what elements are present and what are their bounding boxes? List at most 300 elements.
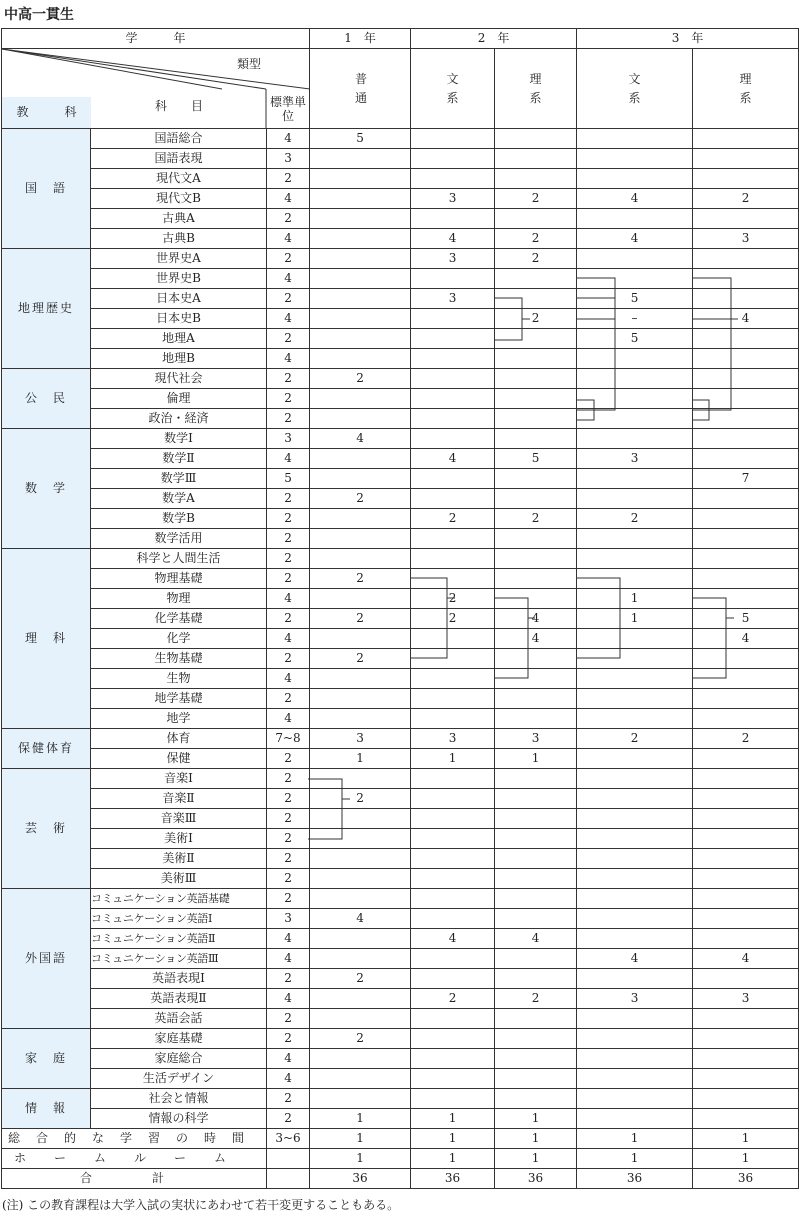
- value-cell: [577, 1029, 693, 1049]
- value-cell: [693, 549, 799, 569]
- value-cell: 4: [577, 229, 693, 249]
- value-cell: [495, 209, 577, 229]
- table-row: [2, 429, 799, 449]
- table-row: [2, 269, 799, 289]
- value-cell: [411, 549, 495, 569]
- value-cell: [577, 1069, 693, 1089]
- credits-cell: 4: [267, 449, 310, 469]
- value-cell: [411, 949, 495, 969]
- value-cell: [310, 1049, 411, 1069]
- subject-cell: 英語会話: [91, 1009, 267, 1029]
- year1-header: 1 年: [310, 29, 411, 49]
- credits-cell: 2: [267, 889, 310, 909]
- table-row: [2, 189, 799, 209]
- value-cell: [411, 909, 495, 929]
- value-cell: [411, 1089, 495, 1109]
- credits-cell: 2: [267, 389, 310, 409]
- value-cell: 1: [310, 749, 411, 769]
- credits-cell: [267, 1169, 310, 1189]
- value-cell: [495, 289, 577, 309]
- value-cell: [693, 709, 799, 729]
- value-cell: [577, 489, 693, 509]
- value-cell: 2: [495, 309, 577, 329]
- subject-cell: 科学と人間生活: [91, 549, 267, 569]
- subject-cell: 国語表現: [91, 149, 267, 169]
- table-row: [2, 629, 799, 649]
- value-cell: [310, 229, 411, 249]
- subject-cell: 美術Ⅰ: [91, 829, 267, 849]
- subject-cell: 世界史A: [91, 249, 267, 269]
- category-cell: 地理歴史: [2, 249, 91, 369]
- credits-cell: 4: [267, 189, 310, 209]
- category-cell: 数 学: [2, 429, 91, 549]
- value-cell: [411, 629, 495, 649]
- value-cell: 5: [693, 609, 799, 629]
- value-cell: [577, 249, 693, 269]
- value-cell: 2: [495, 189, 577, 209]
- value-cell: [693, 769, 799, 789]
- value-cell: 1: [495, 749, 577, 769]
- table-row: [2, 929, 799, 949]
- table-row: [2, 129, 799, 149]
- credits-cell: 2: [267, 169, 310, 189]
- value-cell: 3: [495, 729, 577, 749]
- credits-cell: 2: [267, 869, 310, 889]
- value-cell: 2: [310, 1029, 411, 1049]
- credits-cell: 3~6: [267, 1129, 310, 1149]
- value-cell: 1: [411, 1149, 495, 1169]
- value-cell: [310, 529, 411, 549]
- credits-cell: 2: [267, 1109, 310, 1129]
- value-cell: [577, 769, 693, 789]
- subject-cell: 家庭総合: [91, 1049, 267, 1069]
- value-cell: [693, 389, 799, 409]
- value-cell: [411, 889, 495, 909]
- credits-cell: 4: [267, 629, 310, 649]
- table-row: [2, 609, 799, 629]
- subject-cell: コミュニケーション英語基礎: [91, 889, 267, 909]
- value-cell: [693, 649, 799, 669]
- value-cell: [310, 689, 411, 709]
- value-cell: [693, 689, 799, 709]
- subject-cell: 生活デザイン: [91, 1069, 267, 1089]
- value-cell: 3: [693, 989, 799, 1009]
- subject-cell: 音楽Ⅲ: [91, 809, 267, 829]
- value-cell: 5: [310, 129, 411, 149]
- table-row: [2, 249, 799, 269]
- value-cell: [577, 389, 693, 409]
- table-row: [2, 529, 799, 549]
- table-row: [2, 669, 799, 689]
- value-cell: 3: [411, 189, 495, 209]
- value-cell: [310, 269, 411, 289]
- category-cell: 保健体育: [2, 729, 91, 769]
- value-cell: [495, 349, 577, 369]
- value-cell: [411, 1009, 495, 1029]
- subject-cell: 音楽Ⅰ: [91, 769, 267, 789]
- col-y2-bun: 文系: [411, 49, 495, 129]
- value-cell: 5: [495, 449, 577, 469]
- value-cell: 1: [495, 1149, 577, 1169]
- credits-cell: 4: [267, 309, 310, 329]
- value-cell: [411, 849, 495, 869]
- value-cell: [577, 789, 693, 809]
- value-cell: 2: [310, 789, 411, 809]
- subject-cell: コミュニケーション英語Ⅲ: [91, 949, 267, 969]
- value-cell: [495, 1049, 577, 1069]
- subject-cell: 地理A: [91, 329, 267, 349]
- subject-cell: 生物基礎: [91, 649, 267, 669]
- value-cell: –: [577, 309, 693, 329]
- value-cell: [310, 469, 411, 489]
- value-cell: [577, 369, 693, 389]
- value-cell: [310, 1069, 411, 1089]
- value-cell: 4: [310, 429, 411, 449]
- value-cell: [411, 349, 495, 369]
- curriculum-table: [1, 28, 799, 1189]
- value-cell: 4: [577, 189, 693, 209]
- types-label: 類型: [237, 57, 262, 71]
- subject-cell: 物理基礎: [91, 569, 267, 589]
- subject-cell: 化学基礎: [91, 609, 267, 629]
- value-cell: 1: [495, 1129, 577, 1149]
- value-cell: 2: [577, 729, 693, 749]
- page-title: 中高一貫生: [4, 7, 74, 23]
- subject-cell: 英語表現Ⅱ: [91, 989, 267, 1009]
- credits-cell: 4: [267, 929, 310, 949]
- subject-cell: 化学: [91, 629, 267, 649]
- table-row: [2, 829, 799, 849]
- value-cell: [577, 1089, 693, 1109]
- value-cell: [495, 489, 577, 509]
- table-row: [2, 409, 799, 429]
- table-row: [2, 149, 799, 169]
- value-cell: [693, 969, 799, 989]
- value-cell: 3: [411, 289, 495, 309]
- value-cell: [411, 489, 495, 509]
- credits-cell: 2: [267, 1029, 310, 1049]
- value-cell: [495, 829, 577, 849]
- value-cell: [495, 949, 577, 969]
- subject-cell: コミュニケーション英語Ⅰ: [91, 909, 267, 929]
- value-cell: 2: [310, 649, 411, 669]
- value-cell: [693, 429, 799, 449]
- value-cell: 4: [693, 629, 799, 649]
- table-row: [2, 949, 799, 969]
- col-y3-bun: 文系: [577, 49, 693, 129]
- value-cell: [495, 589, 577, 609]
- subject-cell: 音楽Ⅱ: [91, 789, 267, 809]
- value-cell: [495, 1069, 577, 1089]
- value-cell: [411, 309, 495, 329]
- value-cell: 36: [495, 1169, 577, 1189]
- subject-cell: 地学: [91, 709, 267, 729]
- value-cell: [411, 569, 495, 589]
- table-row: [2, 689, 799, 709]
- value-cell: 2: [411, 589, 495, 609]
- value-cell: [411, 529, 495, 549]
- value-cell: [310, 309, 411, 329]
- value-cell: [693, 1009, 799, 1029]
- value-cell: [310, 1089, 411, 1109]
- value-cell: [411, 169, 495, 189]
- value-cell: 3: [310, 729, 411, 749]
- credits-cell: 4: [267, 269, 310, 289]
- value-cell: 1: [310, 1149, 411, 1169]
- value-cell: [693, 569, 799, 589]
- value-cell: [411, 769, 495, 789]
- col-y3-ri: 理系: [693, 49, 799, 129]
- value-cell: [693, 169, 799, 189]
- value-cell: 2: [310, 569, 411, 589]
- value-cell: [693, 1089, 799, 1109]
- value-cell: [411, 329, 495, 349]
- subject-cell: 英語表現Ⅰ: [91, 969, 267, 989]
- value-cell: [310, 149, 411, 169]
- value-cell: 2: [693, 189, 799, 209]
- table-row: [2, 649, 799, 669]
- subject-cell: 家庭基礎: [91, 1029, 267, 1049]
- value-cell: [693, 1049, 799, 1069]
- value-cell: [495, 769, 577, 789]
- value-cell: [411, 809, 495, 829]
- table-row: [2, 209, 799, 229]
- table-row: [2, 909, 799, 929]
- credits-cell: 4: [267, 669, 310, 689]
- table-row: [2, 749, 799, 769]
- table-row: [2, 869, 799, 889]
- value-cell: [577, 129, 693, 149]
- value-cell: 1: [693, 1129, 799, 1149]
- value-cell: [495, 569, 577, 589]
- value-cell: 36: [411, 1169, 495, 1189]
- credits-cell: 2: [267, 329, 310, 349]
- value-cell: [310, 629, 411, 649]
- subject-cell: 保健: [91, 749, 267, 769]
- col-y2-ri: 理系: [495, 49, 577, 129]
- value-cell: 4: [693, 309, 799, 329]
- subject-cell: コミュニケーション英語Ⅱ: [91, 929, 267, 949]
- value-cell: [310, 589, 411, 609]
- grade-header: 学 年: [2, 29, 310, 49]
- credits-cell: 2: [267, 789, 310, 809]
- value-cell: [577, 409, 693, 429]
- value-cell: [495, 869, 577, 889]
- value-cell: 3: [693, 229, 799, 249]
- value-cell: [495, 269, 577, 289]
- footnote: (注) この教育課程は大学入試の実状にあわせて若干変更することもある。: [2, 1198, 400, 1212]
- value-cell: [310, 809, 411, 829]
- value-cell: [693, 289, 799, 309]
- value-cell: 4: [310, 909, 411, 929]
- value-cell: [411, 669, 495, 689]
- category-label: 教 科: [2, 97, 91, 128]
- value-cell: 5: [577, 289, 693, 309]
- value-cell: 2: [577, 509, 693, 529]
- credits-cell: 2: [267, 529, 310, 549]
- value-cell: [577, 269, 693, 289]
- value-cell: [577, 909, 693, 929]
- subject-cell: 数学Ⅱ: [91, 449, 267, 469]
- credits-cell: [267, 1149, 310, 1169]
- value-cell: [495, 969, 577, 989]
- credits-cell: 7~8: [267, 729, 310, 749]
- value-cell: [693, 749, 799, 769]
- value-cell: [693, 449, 799, 469]
- value-cell: [693, 209, 799, 229]
- value-cell: 1: [411, 1129, 495, 1149]
- subject-cell: 数学Ⅰ: [91, 429, 267, 449]
- table-row: [2, 1089, 799, 1109]
- category-cell: 芸 術: [2, 769, 91, 889]
- value-cell: [411, 649, 495, 669]
- value-cell: [693, 129, 799, 149]
- value-cell: [310, 189, 411, 209]
- value-cell: [577, 749, 693, 769]
- subject-cell: 数学活用: [91, 529, 267, 549]
- value-cell: 4: [411, 929, 495, 949]
- value-cell: [495, 369, 577, 389]
- table-row: [2, 709, 799, 729]
- credits-cell: 2: [267, 1009, 310, 1029]
- value-cell: [411, 209, 495, 229]
- credits-cell: 2: [267, 609, 310, 629]
- table-row: [2, 509, 799, 529]
- table-row: [2, 329, 799, 349]
- table-row: [2, 1069, 799, 1089]
- value-cell: [495, 429, 577, 449]
- value-cell: [411, 369, 495, 389]
- value-cell: [495, 649, 577, 669]
- value-cell: [577, 809, 693, 829]
- subject-cell: 日本史B: [91, 309, 267, 329]
- table-row: [2, 1029, 799, 1049]
- value-cell: 36: [577, 1169, 693, 1189]
- value-cell: [577, 569, 693, 589]
- category-cell: 情 報: [2, 1089, 91, 1129]
- value-cell: [693, 909, 799, 929]
- value-cell: 1: [577, 589, 693, 609]
- value-cell: [577, 649, 693, 669]
- value-cell: [577, 849, 693, 869]
- value-cell: [411, 149, 495, 169]
- value-cell: [411, 869, 495, 889]
- subject-cell: 地理B: [91, 349, 267, 369]
- value-cell: 2: [495, 249, 577, 269]
- table-row: [2, 789, 799, 809]
- value-cell: 2: [310, 369, 411, 389]
- subject-cell: 社会と情報: [91, 1089, 267, 1109]
- table-row: [2, 389, 799, 409]
- value-cell: 3: [411, 249, 495, 269]
- value-cell: [411, 829, 495, 849]
- table-row: [2, 489, 799, 509]
- table-row: [2, 809, 799, 829]
- value-cell: [411, 1069, 495, 1089]
- value-cell: [310, 349, 411, 369]
- value-cell: [310, 409, 411, 429]
- value-cell: [310, 389, 411, 409]
- value-cell: [693, 409, 799, 429]
- value-cell: [495, 149, 577, 169]
- value-cell: [577, 209, 693, 229]
- footer-label: 合 計: [2, 1169, 267, 1189]
- value-cell: [577, 549, 693, 569]
- value-cell: 1: [310, 1109, 411, 1129]
- credits-cell: 3: [267, 909, 310, 929]
- value-cell: [411, 409, 495, 429]
- value-cell: 2: [411, 609, 495, 629]
- credits-cell: 2: [267, 249, 310, 269]
- value-cell: [310, 769, 411, 789]
- value-cell: [310, 709, 411, 729]
- value-cell: 2: [310, 609, 411, 629]
- footer-label: 総合的な学習の時間: [2, 1129, 267, 1149]
- credits-cell: 2: [267, 689, 310, 709]
- credits-label: 標準単位: [269, 95, 306, 123]
- value-cell: 1: [577, 1149, 693, 1169]
- value-cell: [577, 669, 693, 689]
- value-cell: 4: [411, 449, 495, 469]
- value-cell: 1: [411, 1109, 495, 1129]
- value-cell: [411, 429, 495, 449]
- credits-cell: 4: [267, 949, 310, 969]
- value-cell: [495, 709, 577, 729]
- table-row: [2, 889, 799, 909]
- value-cell: [411, 709, 495, 729]
- credits-cell: 4: [267, 989, 310, 1009]
- year2-header: 2 年: [411, 29, 577, 49]
- value-cell: [411, 389, 495, 409]
- value-cell: [495, 689, 577, 709]
- total-row: [2, 1169, 799, 1189]
- value-cell: [310, 989, 411, 1009]
- table-row: [2, 729, 799, 749]
- col-y1: 普通: [310, 49, 411, 129]
- value-cell: 1: [495, 1109, 577, 1129]
- value-cell: [495, 909, 577, 929]
- value-cell: 3: [577, 989, 693, 1009]
- value-cell: 5: [577, 329, 693, 349]
- value-cell: [495, 809, 577, 829]
- value-cell: [411, 689, 495, 709]
- subject-cell: 政治・経済: [91, 409, 267, 429]
- credits-cell: 2: [267, 509, 310, 529]
- category-cell: 家 庭: [2, 1029, 91, 1089]
- value-cell: [693, 1069, 799, 1089]
- value-cell: [693, 369, 799, 389]
- value-cell: [310, 949, 411, 969]
- value-cell: [577, 869, 693, 889]
- value-cell: [693, 889, 799, 909]
- credits-cell: 4: [267, 709, 310, 729]
- subject-cell: 地学基礎: [91, 689, 267, 709]
- corner-header: [2, 49, 310, 129]
- value-cell: 4: [495, 929, 577, 949]
- subject-cell: 古典B: [91, 229, 267, 249]
- footer-label: ホームルーム: [2, 1149, 267, 1169]
- credits-cell: 2: [267, 809, 310, 829]
- value-cell: [693, 589, 799, 609]
- value-cell: 2: [495, 509, 577, 529]
- value-cell: [310, 869, 411, 889]
- value-cell: [310, 889, 411, 909]
- table-row: [2, 589, 799, 609]
- value-cell: [693, 349, 799, 369]
- table-row: [2, 349, 799, 369]
- value-cell: [310, 209, 411, 229]
- subject-cell: 世界史B: [91, 269, 267, 289]
